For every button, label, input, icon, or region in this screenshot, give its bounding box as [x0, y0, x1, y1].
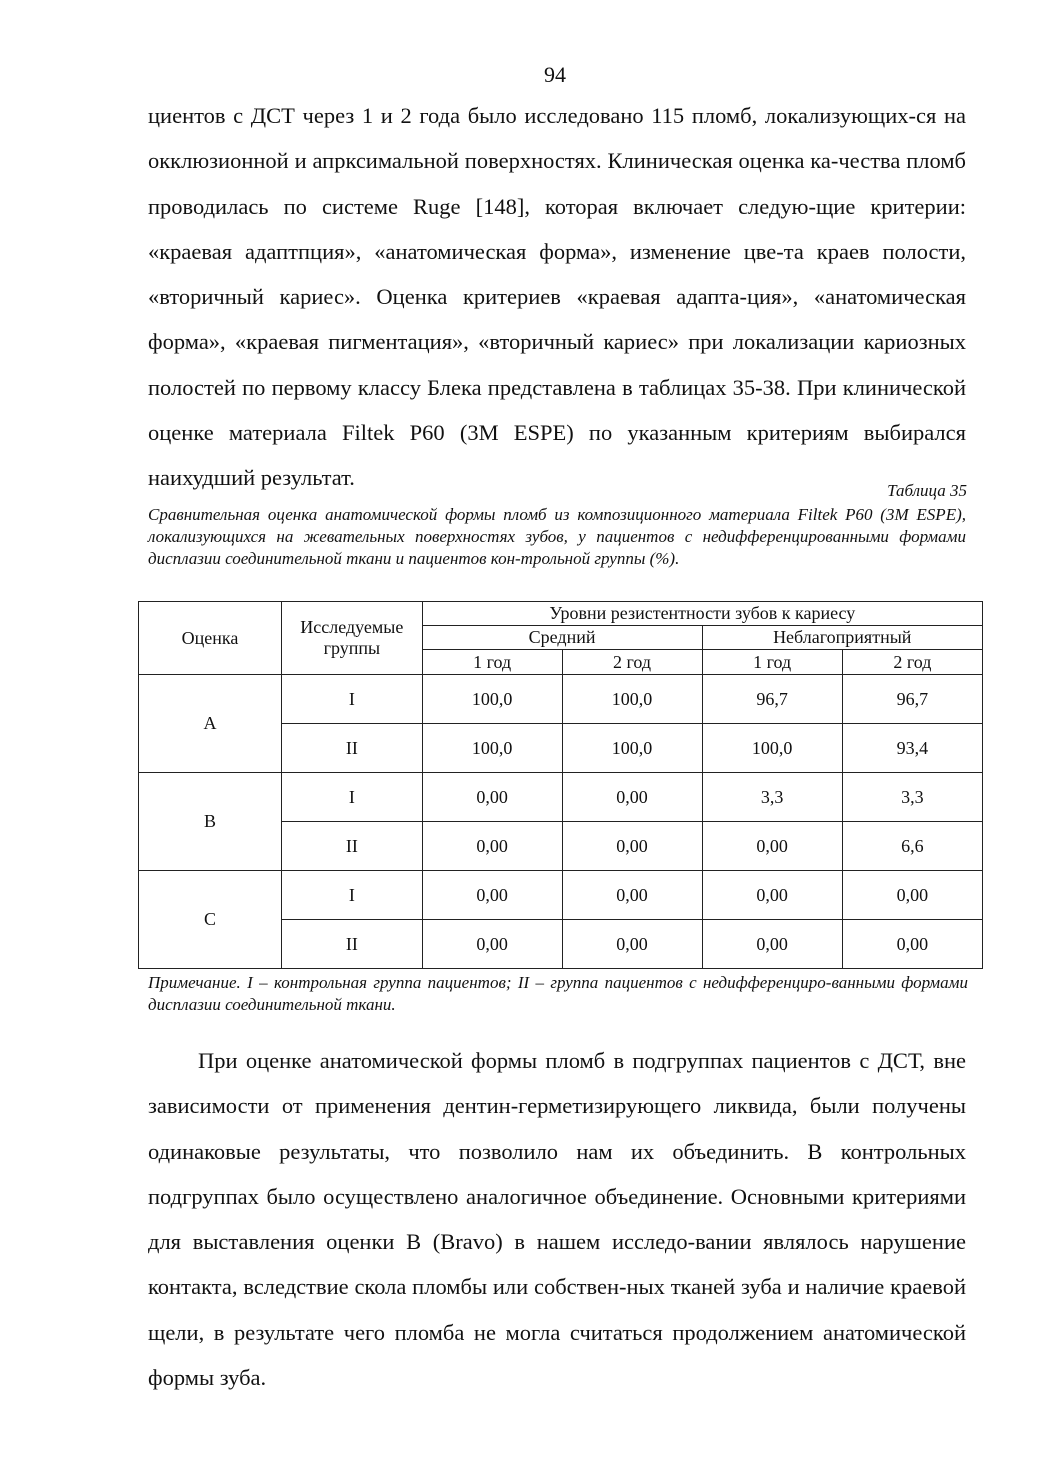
- header-year: 1 год: [702, 650, 842, 675]
- table-header-row: [139, 602, 983, 626]
- header-grade: Оценка: [139, 602, 282, 675]
- header-unfavorable: Неблагоприятный: [702, 626, 983, 650]
- page-number: 94: [544, 62, 566, 87]
- header-group: Исследуемые группы: [282, 602, 423, 675]
- header-year: 2 год: [562, 650, 702, 675]
- table-caption: Сравнительная оценка анатомической формы пломб из композиционного материала Filtek P60 (3M ESPE), локализующихся на жевательных поверхностях зубов, у пациентов с недифференцированными формами дисплазии соединительной ткани и пациентов кон-трольной группы (%).: [148, 505, 966, 568]
- header-year: 2 год: [842, 650, 982, 675]
- group-cell: I: [282, 675, 423, 724]
- value-cell: 0,00: [702, 920, 842, 969]
- value-cell: 0,00: [422, 920, 562, 969]
- value-cell: 96,7: [702, 675, 842, 724]
- table-note: Примечание. I – контрольная группа пациентов; II – группа пациентов с недифференциро-ванными формами дисплазии соединительной ткани.: [148, 973, 968, 1014]
- value-cell: 100,0: [422, 724, 562, 773]
- value-cell: 3,3: [702, 773, 842, 822]
- table-row: [139, 675, 983, 724]
- header-levels: Уровни резистентности зубов к кариесу: [422, 602, 982, 626]
- value-cell: 0,00: [422, 773, 562, 822]
- value-cell: 0,00: [842, 920, 982, 969]
- value-cell: 0,00: [562, 871, 702, 920]
- value-cell: 3,3: [842, 773, 982, 822]
- header-medium: Средний: [422, 626, 702, 650]
- group-cell: I: [282, 871, 423, 920]
- table-row: [139, 871, 983, 920]
- value-cell: 6,6: [842, 822, 982, 871]
- value-cell: 0,00: [562, 773, 702, 822]
- results-table: [138, 601, 983, 969]
- value-cell: 0,00: [702, 871, 842, 920]
- intro-paragraph: циентов с ДСТ через 1 и 2 года было исследовано 115 пломб, локализующих-ся на окклюзионной и апрксимальной поверхностях. Клиническая оценка ка-чества пломб проводилась по системе Ruge [148], которая включает следую-щие критерии: «краевая адаптпция», «анатомическая форма», изменение цве-та краев полости, «вторичный кариес». Оценка критериев «краевая адапта-ция», «анатомическая форма», «краевая пигментация», «вторичный кариес» при локализации кариозных полостей по первому классу Блека представлена в таблицах 35-38. При клинической оценке материала Filtek P60 (3M ESPE) по указанным критериям выбирался наихудший результат.: [148, 103, 966, 491]
- group-cell: I: [282, 773, 423, 822]
- grade-cell: A: [139, 675, 282, 773]
- value-cell: 0,00: [842, 871, 982, 920]
- value-cell: 100,0: [702, 724, 842, 773]
- value-cell: 100,0: [562, 675, 702, 724]
- value-cell: 0,00: [562, 920, 702, 969]
- value-cell: 0,00: [422, 871, 562, 920]
- conclusion-paragraph: При оценке анатомической формы пломб в подгруппах пациентов с ДСТ, вне зависимости от применения дентин-герметизирующего ликвида, были получены одинаковые результаты, что позволило нам их объединить. В контрольных подгруппах было осуществлено аналогичное объединение. Основными критериями для выставления оценки В (Bravo) в нашем исследо-вании являлось нарушение контакта, вследствие скола пломбы или собствен-ных тканей зуба и наличие краевой щели, в результате чего пломба не могла считаться продолжением анатомической формы зуба.: [148, 1048, 966, 1391]
- header-year: 1 год: [422, 650, 562, 675]
- group-cell: II: [282, 822, 423, 871]
- value-cell: 100,0: [562, 724, 702, 773]
- grade-cell: B: [139, 773, 282, 871]
- value-cell: 0,00: [422, 822, 562, 871]
- grade-cell: C: [139, 871, 282, 969]
- value-cell: 0,00: [702, 822, 842, 871]
- value-cell: 93,4: [842, 724, 982, 773]
- value-cell: 96,7: [842, 675, 982, 724]
- value-cell: 0,00: [562, 822, 702, 871]
- table-row: [139, 773, 983, 822]
- group-cell: II: [282, 724, 423, 773]
- table-label: Таблица 35: [887, 481, 967, 500]
- group-cell: II: [282, 920, 423, 969]
- value-cell: 100,0: [422, 675, 562, 724]
